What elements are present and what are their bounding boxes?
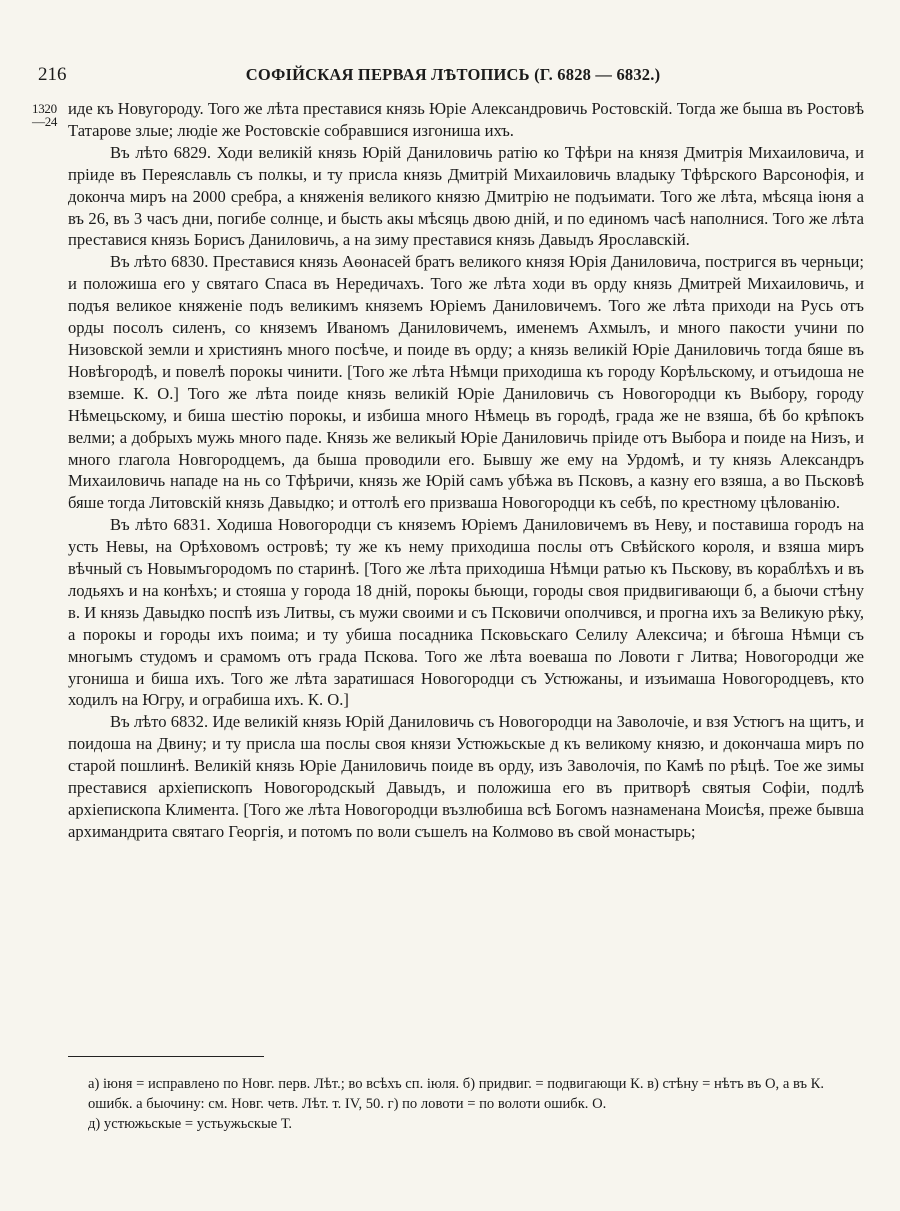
- footnote-divider: [68, 1056, 264, 1057]
- footnote-line: д) устюжьскые = устьужьскые Т.: [88, 1116, 292, 1132]
- paragraph-continuation: иде къ Новугороду. Того же лѣта преставися князь Юріе Александровичь Ростовскій. Тогда же быша въ Ростовѣ Татарове злые; людіе же Ростовскіе собравшися изгониша ихъ.: [68, 99, 864, 140]
- paragraph-6831: Въ лѣто 6831. Ходиша Новогородци съ княземъ Юріемъ Даниловичемъ въ Неву, и поставиша городъ на усть Невы, на Орѣховомъ островѣ; ту же къ нему приходиша послы отъ Свѣйского короля, и взяша миръ вѣчный съ Новымъгородомъ по старинѣ. [Того же лѣта приходиша Нѣмци ратью къ Пьскову, въ кораблѣхъ и въ лодьяхъ и на конѣхъ; и стояша у города 18 днiй, порокы бьющи, городы своя придвигивающи б, а быочи стѣну в. И князь Давыдко поспѣ изъ Литвы, съ мужи своими и съ Псковичи ополчився, и прогна ихъ за Великую рѣку, а порокы и городы ихъ поима; и ту убиша посадника Псковьскаго Селилу Алексича; и бѣгоша Нѣмци съ многымъ студомъ и срамомъ отъ града Пскова. Того же лѣта воеваша по Ловоти г Литва; Новогородци же угониша и биша ихъ. Того же лѣта заратишася Новогородци съ Устюжаны, и изъимаша Новогородцевъ, кто ходилъ на Югру, и ограбиша ихъ. К. О.]: [68, 515, 864, 710]
- paragraph-6830: Въ лѣто 6830. Преставися князь Аѳонасей братъ великого князя Юрія Даниловича, постригся въ черньци; и положиша его у святаго Спаса въ Нередичахъ. Того же лѣта ходи въ орду князь Дмитрей Михаиловичь, и подъя великое княженіе подъ великимъ княземъ Юріемъ Даниловичемъ. Того же лѣта приходи на Русь отъ орды посолъ силенъ, со княземъ Иваномъ Даниловичемъ, именемъ Ахмылъ, и много пакости учини по Низовской земли и християнъ много посѣче, и поиде въ орду; а князь великій Юріе Даниловичь тогда бяше въ Новѣгородѣ, и повелѣ порокы чинити. [Того же лѣта Нѣмци приходиша къ городу Корѣльскому, и отъидоша не вземше. К. О.] Того же лѣта поиде князь великій Юріе Даниловичь съ Новогородци къ Выбору, городу Нѣмецьскому, и биша шестію порокы, и избиша много Нѣмець въ городѣ, града же не взяша, бѣ бо крѣпокъ велми; а добрыхъ мужь много паде. Князь же великый Юріе Даниловичь пріиде отъ Выбора и поиде на Низъ, и много глагола Новгородцемъ, да быша проводили его. Бывшу же ему на Урдомѣ, и ту князь Александръ Михаиловичь нападе на нь со Тфѣричи, князь же Юрій самъ убѣжа въ Псковъ, а казну его взяша, а во Пьсковѣ бяше тогда Литовскій князь Давыдко; и оттолѣ его призваша Новогородци къ себѣ, по крестному цѣлованію.: [68, 252, 864, 513]
- margin-year-end: —24: [32, 114, 58, 129]
- page-number: 216: [38, 64, 67, 85]
- paragraph-6832: Въ лѣто 6832. Иде великій князь Юрій Даниловичь съ Новогородци на Заволочіе, и взя Устюгъ на щитъ, и поидоша на Двину; и ту присла ша послы своя князи Устюжьскые д къ великому князю, и докончаша миръ по старой пошлинѣ. Великій князь Юріе Даниловичь поиде въ орду, изъ Заволочія, по Камѣ по рѣцѣ. Тое же зимы преставися архіепископъ Новогородскый Давыдъ, и положиша его въ притворѣ святыя Софіи, подлѣ архіепископа Климента. [Того же лѣта Новогородци възлюбиша всѣ Богомъ назнаменана Моисѣя, преже бывша архимандрита святаго Георгія, и потомъ по воли съшелъ на Колмово въ свой монастырь;: [68, 712, 864, 841]
- running-title: СОФІЙСКАЯ ПЕРВАЯ ЛѢТОПИСЬ (Г. 6828 — 6832.): [245, 65, 661, 84]
- page-header: [38, 64, 868, 88]
- margin-year: 1320: [32, 101, 57, 116]
- footnotes: [88, 1074, 848, 1134]
- main-text: [68, 98, 864, 843]
- paragraph-6829: Въ лѣто 6829. Ходи великій князь Юрій Даниловичь ратію ко Тфѣри на князя Дмитрія Михаиловича, и пріиде въ Переяславль съ полкы, и ту присла князь Дмитрій Михаиловичь владыку Тфѣрского Варсонофія, и доконча миръ на 2000 сребра, а княженія великого князю Дмитрію не подъимати. Того же лѣта, мѣсяца іюня а въ 26, въ 3 часъ дни, погибе солнце, и бысть акы мѣсяць двою днiй, и по единомъ часѣ наполнися. Того же лѣта преставися князь Борисъ Даниловичь, а на зиму преставися князь Давыдъ Ярославскій.: [68, 142, 864, 250]
- footnote-line: а) іюня = исправлено по Новг. перв. Лѣт.; во всѣхъ сп. іюля. б) придвиг. = подвигающи К. в) стѣну = нѣтъ въ О, а въ К. ошибк. а быочину: см. Новг. четв. Лѣт. т. IV, 50. г) по ловоти = по волоти ошибк. О.: [88, 1076, 825, 1112]
